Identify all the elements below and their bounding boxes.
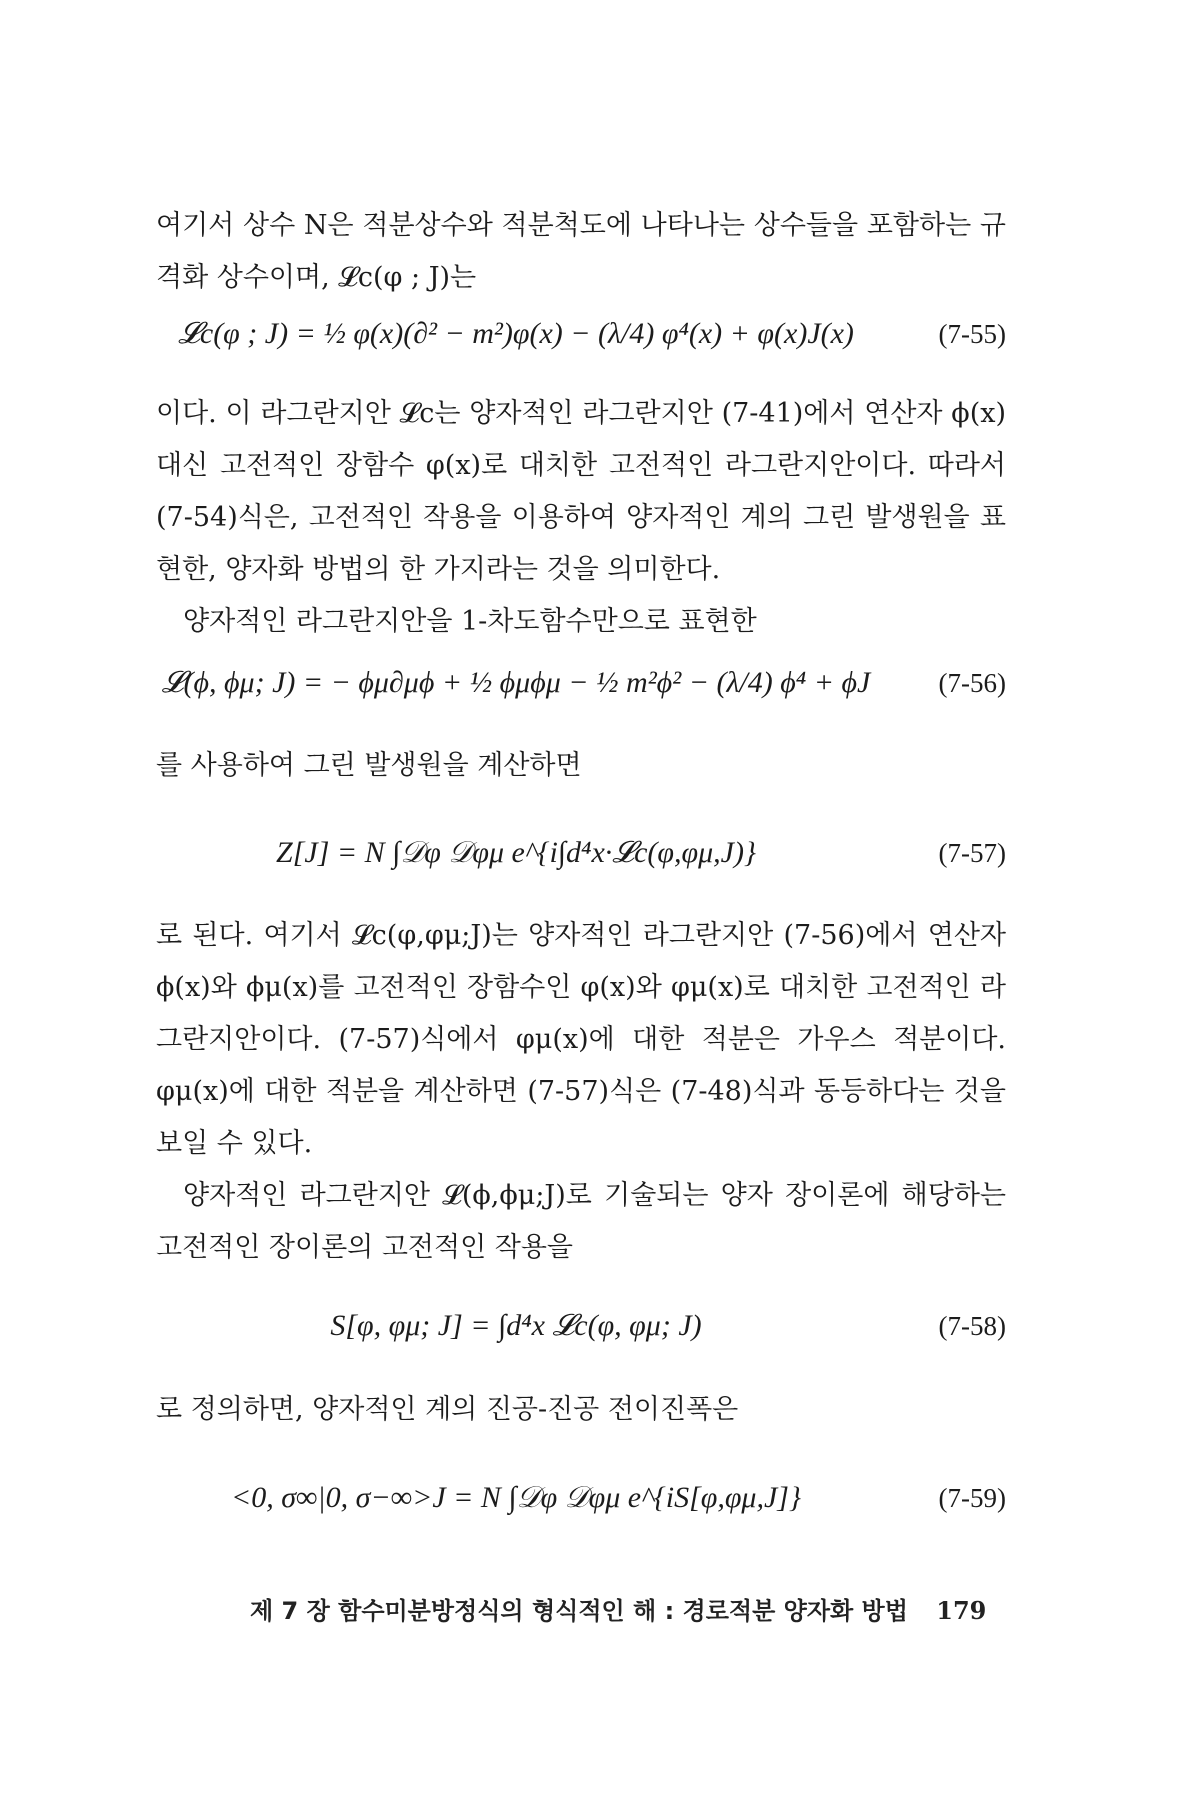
- equation-7-56: [156, 655, 1006, 711]
- equation-expression: <0, σ∞|0, σ−∞>J = N ∫𝒟φ 𝒟φμ e^{iS[φ,φμ,J]}: [231, 1481, 801, 1514]
- equation-expression: S[φ, φμ; J] = ∫d⁴x 𝓛c(φ, φμ; J): [330, 1309, 702, 1342]
- equation-7-55: [156, 306, 1006, 362]
- paragraph-5: 로 된다. 여기서 𝓛c(φ,φμ;J)는 양자적인 라그란지안 (7-56)에서 연산자 ϕ(x)와 ϕμ(x)를 고전적인 장함수인 φ(x)와 φμ(x)로 대치한 고전적인 라그란지안이다. (7-57)식에서 φμ(x)에 대한 적분은 가우스 적분이다. φμ(x)에 대한 적분을 계산하면 (7-57)식은 (7-48)식과 동등하다는 것을 보일 수 있다.: [156, 920, 1006, 1159]
- running-footer: [250, 1591, 986, 1626]
- paragraph-1: 여기서 상수 N은 적분상수와 적분척도에 나타나는 상수들을 포함하는 규격화 상수이며, 𝓛c(φ ; J)는: [156, 210, 1006, 293]
- paragraph-7: 로 정의하면, 양자적인 계의 진공-진공 전이진폭은: [156, 1394, 739, 1425]
- equation-7-57: [156, 825, 1006, 881]
- equation-number: (7-55): [938, 318, 1006, 349]
- equation-number: (7-57): [938, 837, 1006, 868]
- equation-7-58: [156, 1298, 1006, 1354]
- equation-expression: Z[J] = N ∫𝒟φ 𝒟φμ e^{i∫d⁴x·𝓛c(φ,φμ,J)}: [276, 836, 756, 869]
- chapter-title: 제 7 장 함수미분방정식의 형식적인 해 : 경로적분 양자화 방법: [250, 1597, 908, 1625]
- equation-7-59: [156, 1470, 1006, 1526]
- paragraph-4: 를 사용하여 그린 발생원을 계산하면: [156, 750, 582, 781]
- equation-number: (7-56): [938, 667, 1006, 698]
- equation-number: (7-58): [938, 1310, 1006, 1341]
- page-number: 179: [936, 1596, 987, 1625]
- equation-expression: 𝓛c(φ ; J) = ½ φ(x)(∂² − m²)φ(x) − (λ/4) φ⁴(x) + φ(x)J(x): [178, 317, 854, 350]
- equation-expression: 𝓛(ϕ, ϕμ; J) = − ϕμ∂μϕ + ½ ϕμϕμ − ½ m²ϕ² − (λ/4) ϕ⁴ + ϕJ: [161, 666, 871, 699]
- paragraph-6: 양자적인 라그란지안 𝓛(ϕ,ϕμ;J)로 기술되는 양자 장이론에 해당하는 고전적인 장이론의 고전적인 작용을: [156, 1180, 1006, 1263]
- paragraph-3: 양자적인 라그란지안을 1-차도함수만으로 표현한: [183, 606, 757, 637]
- equation-number: (7-59): [938, 1482, 1006, 1513]
- paragraph-2: 이다. 이 라그란지안 𝓛c는 양자적인 라그란지안 (7-41)에서 연산자 ϕ(x) 대신 고전적인 장함수 φ(x)로 대치한 고전적인 라그란지안이다. 따라서 (7-54)식은, 고전적인 작용을 이용하여 양자적인 계의 그린 발생원을 표현한, 양자화 방법의 한 가지라는 것을 의미한다.: [156, 398, 1006, 585]
